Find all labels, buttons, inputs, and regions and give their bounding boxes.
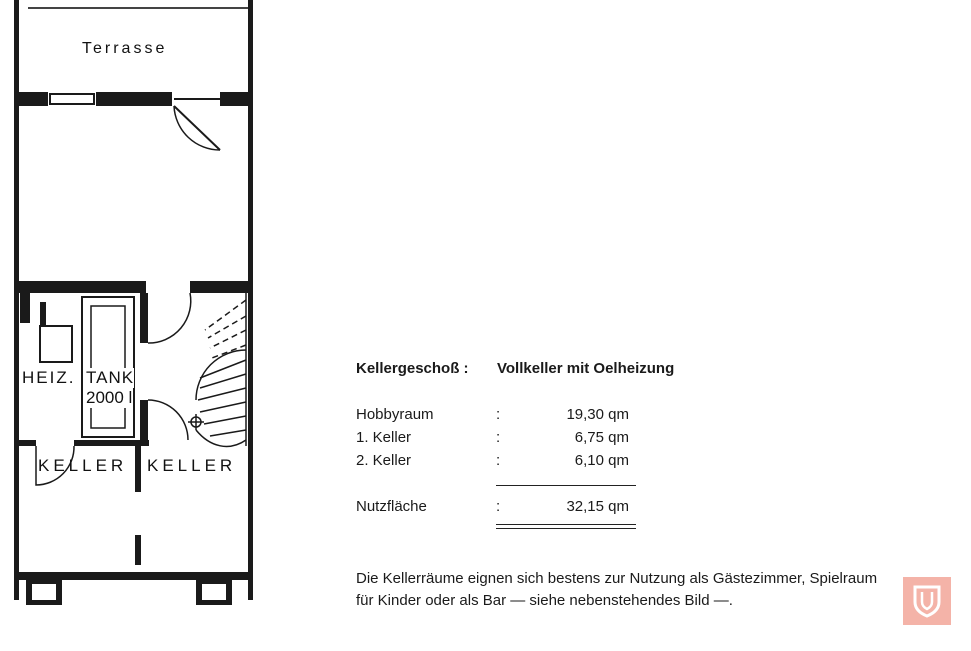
description-line-1: Die Kellerräume eignen sich bestens zur Nutzung als Gästezimmer, Spielraum (356, 570, 878, 587)
room-separator: : (496, 429, 501, 446)
room-name: 1. Keller (356, 429, 412, 446)
logo (903, 577, 951, 625)
room-area: 6,10 qm (574, 452, 629, 469)
tank-label: TANK (86, 368, 135, 387)
floor-plan (0, 0, 260, 646)
room-area: 6,75 qm (574, 429, 629, 446)
total-name: Nutzfläche (356, 498, 427, 515)
tank-capacity-label: 2000 l (86, 388, 133, 407)
total-area: 32,15 qm (566, 498, 629, 515)
spec-heading-value: Vollkeller mit Oelheizung (497, 360, 675, 377)
spec-heading-label: Kellergeschoß : (356, 360, 469, 377)
room-separator: : (496, 452, 501, 469)
total-double-rule-top (496, 524, 636, 525)
terrace-label: Terrasse (82, 40, 168, 57)
room-name: 2. Keller (356, 452, 412, 469)
shield-icon (912, 584, 942, 618)
sum-rule (496, 485, 636, 486)
floor-plan-drawing (0, 0, 260, 646)
total-double-rule-bottom (496, 528, 636, 529)
description-line-2: für Kinder oder als Bar — siehe nebenstehendes Bild —. (356, 592, 733, 609)
heating-label: HEIZ. (22, 368, 76, 387)
room-name: Hobbyraum (356, 406, 434, 423)
description (356, 568, 956, 612)
cellar-left-label: KELLER (38, 456, 128, 475)
room-area: 19,30 qm (566, 406, 629, 423)
total-separator: : (496, 498, 501, 515)
room-separator: : (496, 406, 501, 423)
cellar-right-label: KELLER (147, 456, 237, 475)
